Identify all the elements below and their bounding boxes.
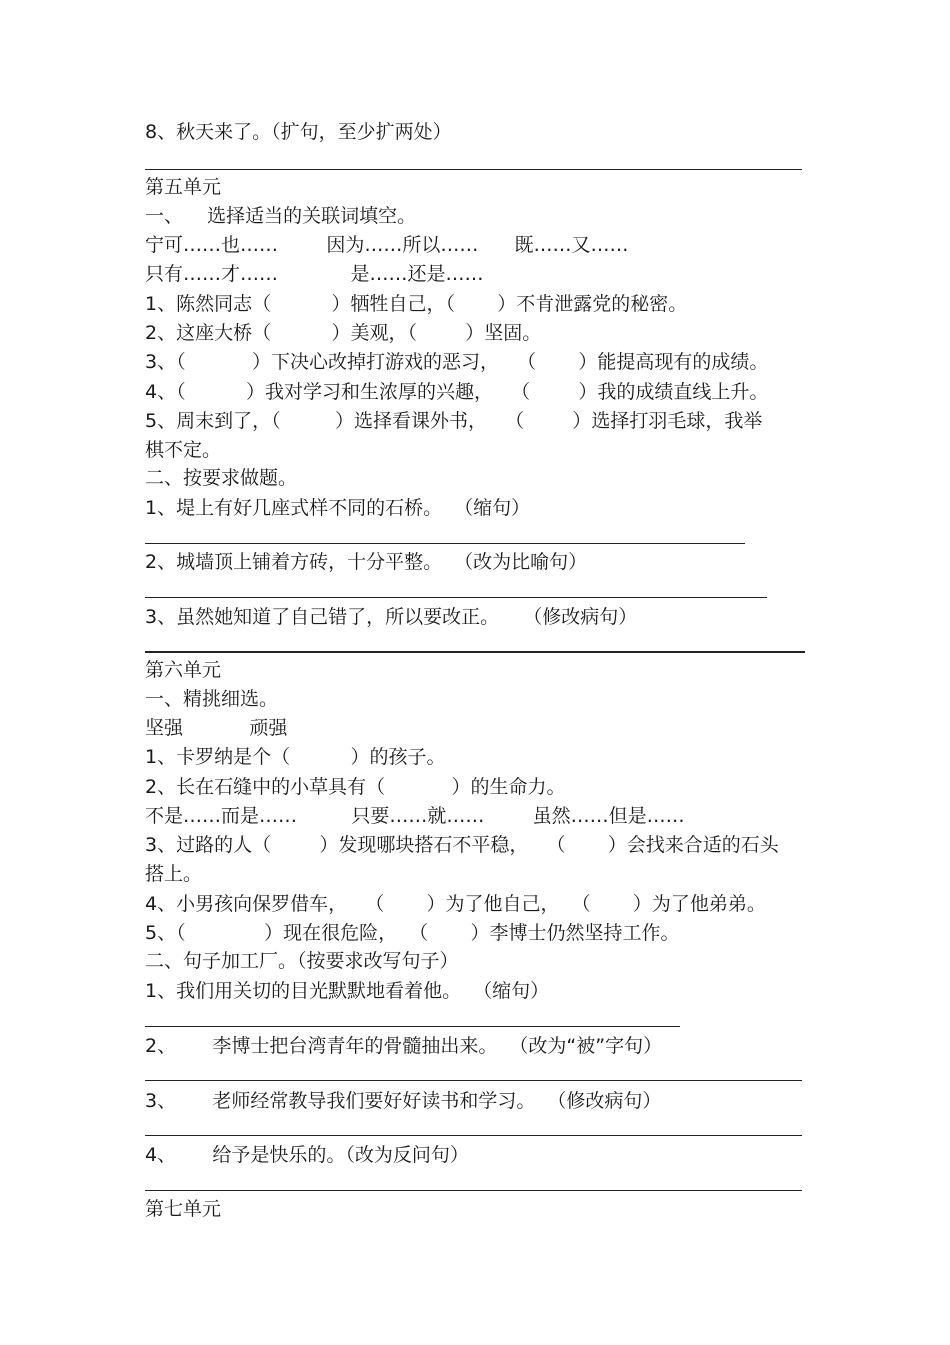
conjunction-options: 不是……而是…… 只要……就…… 虽然……但是…… [145, 805, 685, 827]
answer-line [145, 597, 767, 598]
unit-5-question-3: 3、（ ）下决心改掉打游戏的恶习， （ ）能提高现有的成绩。 [145, 351, 769, 373]
unit-6-title: 第六单元 [145, 659, 222, 681]
unit-6-question-2: 2、长在石缝中的小草具有（ ）的生命力。 [145, 776, 566, 798]
answer-line [145, 169, 802, 170]
unit-5-section-2-title: 二、按要求做题。 [145, 467, 298, 489]
answer-line [145, 651, 805, 653]
unit-5-rewrite-3: 3、虽然她知道了自己错了，所以要改正。 （修改病句） [145, 606, 638, 628]
unit-5-question-1: 1、陈然同志（ ）牺牲自己，（ ）不肯泄露党的秘密。 [145, 293, 688, 315]
word-options: 坚强 顽强 [145, 717, 288, 739]
unit-6-rewrite-3: 3、 老师经常教导我们要好好读书和学习。 （修改病句） [145, 1090, 662, 1112]
unit-6-question-1: 1、卡罗纳是个（ ）的孩子。 [145, 746, 446, 768]
unit-6-question-5: 5、（ ）现在很危险， （ ）李博士仍然坚持工作。 [145, 922, 680, 944]
unit-6-question-4: 4、小男孩向保罗借车， （ ）为了他自己， （ ）为了他弟弟。 [145, 893, 766, 915]
unit-6-section-2-title: 二、句子加工厂。（按要求改写句子） [145, 950, 459, 972]
conjunction-options-row-2: 只有……才…… 是……还是…… [145, 263, 484, 285]
conjunction-options-row-1: 宁可……也…… 因为……所以…… 既……又…… [145, 234, 629, 256]
unit-6-rewrite-4: 4、 给予是快乐的。（改为反问句） [145, 1144, 469, 1166]
answer-line [145, 1026, 680, 1027]
unit-6-section-1-title: 一、精挑细选。 [145, 688, 279, 710]
unit-5-question-5-continued: 棋不定。 [145, 439, 222, 461]
unit-5-rewrite-1: 1、堤上有好几座式样不同的石桥。 （缩句） [145, 497, 531, 519]
unit-5-question-2: 2、这座大桥（ ）美观，（ ）坚固。 [145, 322, 542, 344]
unit-6-question-3: 3、过路的人（ ）发现哪块搭石不平稳， （ ）会找来合适的石头 [145, 834, 779, 856]
unit-5-section-1-title: 一、 选择适当的关联词填空。 [145, 205, 417, 227]
unit-5-question-5: 5、周末到了，（ ）选择看课外书， （ ）选择打羽毛球，我举 [145, 410, 763, 432]
unit-5-rewrite-2: 2、城墙顶上铺着方砖，十分平整。 （改为比喻句） [145, 551, 588, 573]
unit-6-rewrite-1: 1、我们用关切的目光默默地看着他。 （缩句） [145, 980, 550, 1002]
answer-line [145, 1080, 802, 1081]
unit-6-question-3-continued: 搭上。 [145, 863, 203, 885]
unit-7-title: 第七单元 [145, 1198, 222, 1220]
unit-5-title: 第五单元 [145, 176, 222, 198]
answer-line [145, 543, 745, 544]
answer-line [145, 1190, 802, 1191]
unit-6-rewrite-2: 2、 李博士把台湾青年的骨髓抽出来。 （改为“被”字句） [145, 1035, 663, 1057]
unit-5-question-4: 4、（ ）我对学习和生浓厚的兴趣， （ ）我的成绩直线上升。 [145, 381, 769, 403]
question-8: 8、秋天来了。（扩句，至少扩两处） [145, 121, 452, 143]
answer-line [145, 1135, 802, 1136]
